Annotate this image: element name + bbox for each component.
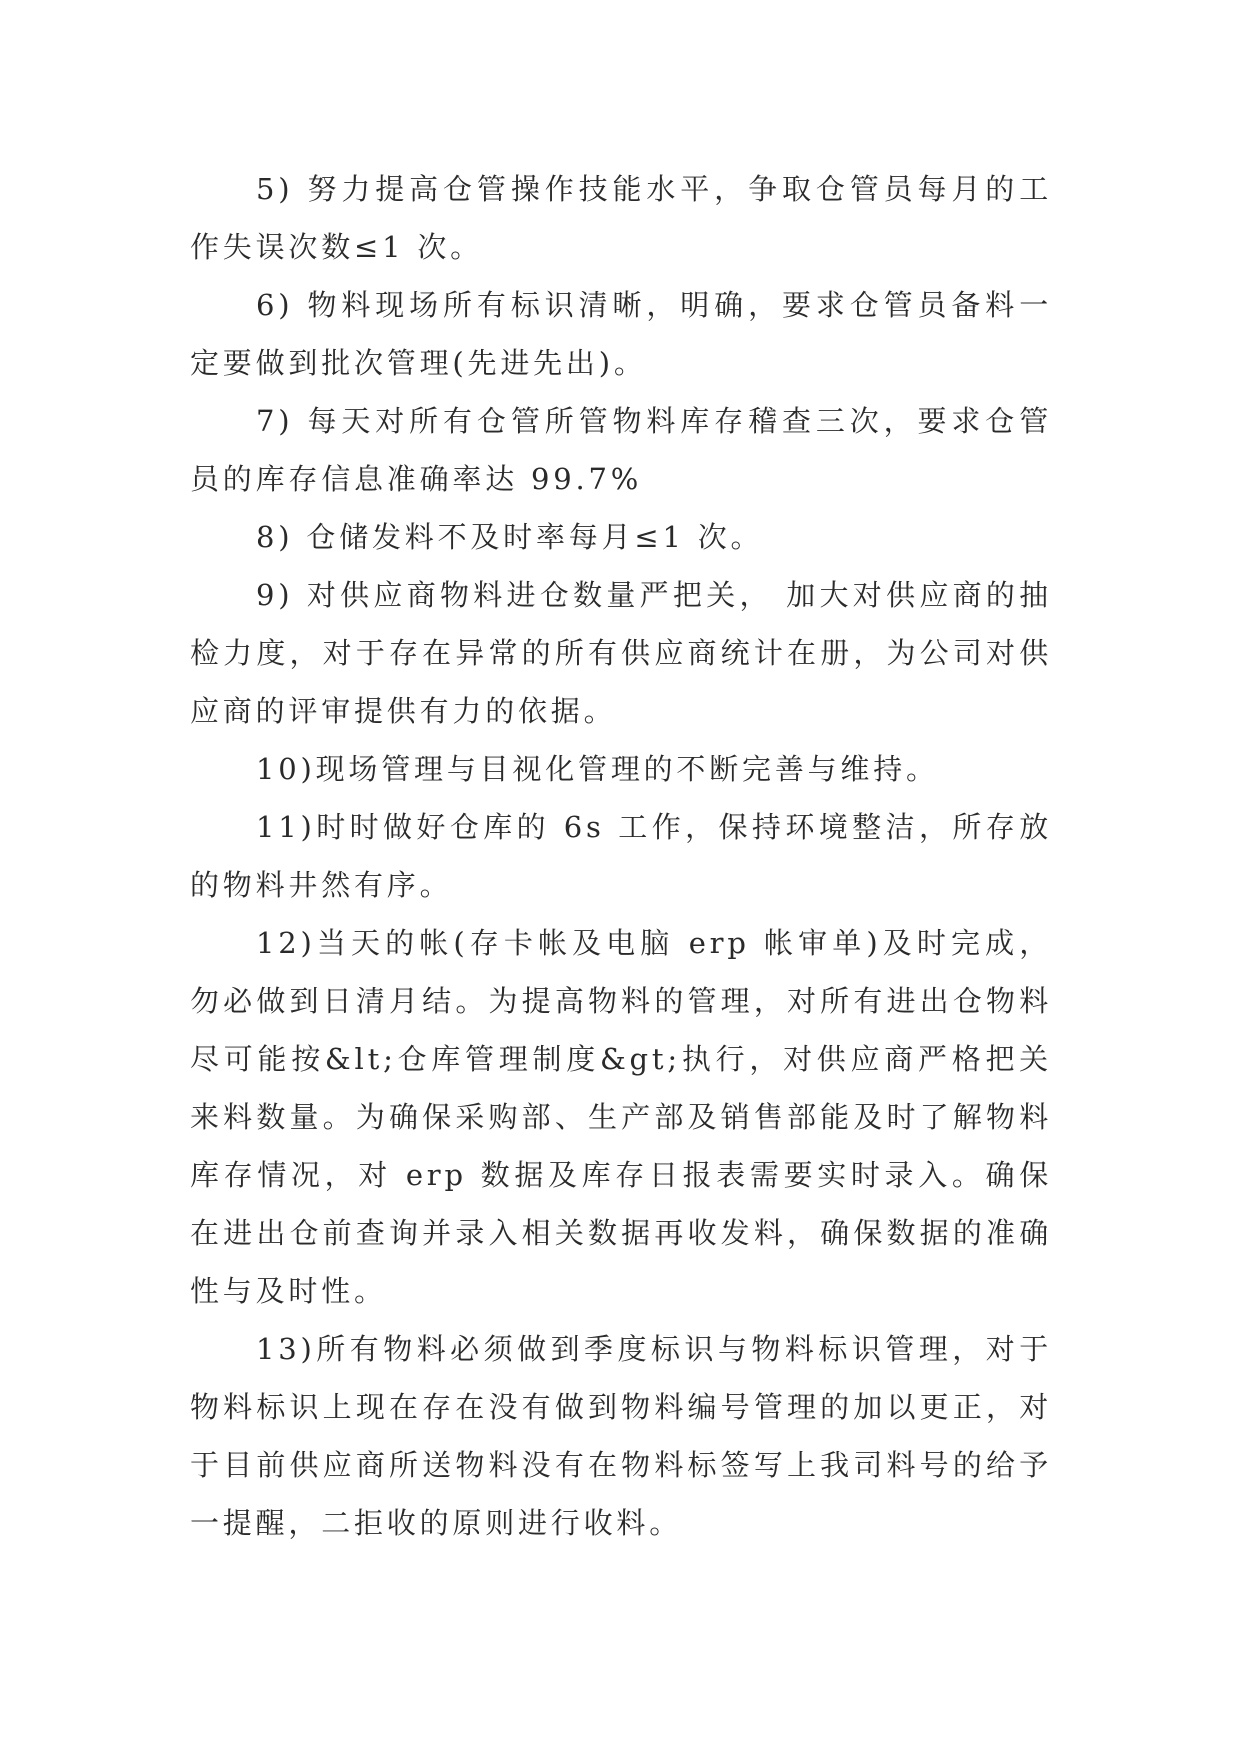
paragraph-item-5: 5) 努力提高仓管操作技能水平，争取仓管员每月的工作失误次数≤1 次。 <box>190 172 1052 264</box>
paragraph-item-9: 9) 对供应商物料进仓数量严把关， 加大对供应商的抽检力度，对于存在异常的所有供应商统计在册，为公司对供应商的评审提供有力的依据。 <box>190 578 1052 728</box>
paragraph-item-11: 11)时时做好仓库的 6s 工作，保持环境整洁，所存放的物料井然有序。 <box>190 810 1052 902</box>
document-body <box>190 160 1052 1552</box>
paragraph-item-6: 6) 物料现场所有标识清晰，明确，要求仓管员备料一定要做到批次管理(先进先出)。 <box>190 288 1052 380</box>
paragraph-item-7: 7) 每天对所有仓管所管物料库存稽查三次，要求仓管员的库存信息准确率达 99.7% <box>190 404 1052 496</box>
paragraph-item-13: 13)所有物料必须做到季度标识与物料标识管理，对于物料标识上现在存在没有做到物料编号管理的加以更正，对于目前供应商所送物料没有在物料标签写上我司料号的给予一提醒，二拒收的原则进行收料。 <box>190 1332 1052 1540</box>
paragraph-item-10: 10)现场管理与目视化管理的不断完善与维持。 <box>256 752 939 786</box>
paragraph-item-8: 8) 仓储发料不及时率每月≤1 次。 <box>256 520 764 554</box>
paragraph-item-12: 12)当天的帐(存卡帐及电脑 erp 帐审单)及时完成，勿必做到日清月结。为提高物料的管理，对所有进出仓物料尽可能按&lt;仓库管理制度&gt;执行，对供应商严格把关来料数量。为确保采购部、生产部及销售部能及时了解物料库存情况，对 erp 数据及库存日报表需要实时录入。确保在进出仓前查询并录入相关数据再收发料，确保数据的准确性与及时性。 <box>190 926 1052 1308</box>
